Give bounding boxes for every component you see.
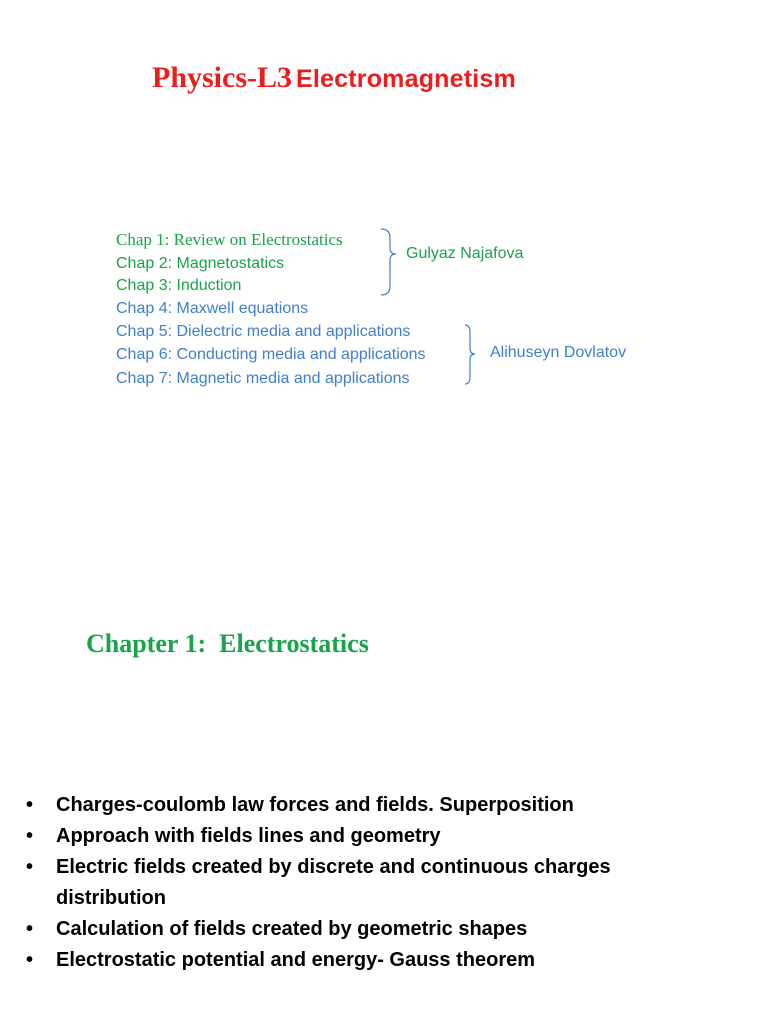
topic-list: [26, 790, 726, 976]
topic-item: [26, 914, 726, 945]
topic-item: [26, 945, 726, 976]
title-course-code: Physics-L3: [152, 61, 293, 94]
topic-item: [26, 790, 726, 821]
bullet-dot-icon: •: [26, 794, 34, 816]
topic-text: Electric fields created by discrete and continuous charges distribution: [56, 856, 611, 909]
author-gulyaz-najafova: Gulyaz Najafova: [406, 245, 524, 262]
bullet-dot-icon: •: [26, 856, 34, 878]
toc-chapter-6: Chap 6: Conducting media and applications: [116, 346, 426, 363]
toc-chapter-2: Chap 2: Magnetostatics: [116, 255, 285, 272]
topic-item: [26, 852, 726, 914]
title-subject: Electromagnetism: [296, 65, 516, 93]
bullet-dot-icon: •: [26, 825, 34, 847]
toc-chapter-5: Chap 5: Dielectric media and applications: [116, 323, 411, 340]
topic-text: Approach with fields lines and geometry: [56, 825, 441, 847]
topic-item: [26, 821, 726, 852]
toc-chapter-4: Chap 4: Maxwell equations: [116, 300, 309, 317]
page-title: [152, 58, 516, 103]
bullet-dot-icon: •: [26, 918, 34, 940]
bullet-dot-icon: •: [26, 949, 34, 971]
topic-text: Calculation of fields created by geometric shapes: [56, 918, 528, 940]
toc-chapter-7: Chap 7: Magnetic media and applications: [116, 370, 410, 387]
toc-chapter-3: Chap 3: Induction: [116, 277, 242, 294]
chapter-heading: Chapter 1: Electrostatics: [86, 629, 369, 658]
topic-text: Charges-coulomb law forces and fields. Superposition: [56, 794, 574, 816]
toc-chapter-1: Chap 1: Review on Electrostatics: [116, 230, 343, 249]
author-alihuseyn-dovlatov: Alihuseyn Dovlatov: [490, 344, 627, 361]
topic-text: Electrostatic potential and energy- Gauss theorem: [56, 949, 536, 971]
